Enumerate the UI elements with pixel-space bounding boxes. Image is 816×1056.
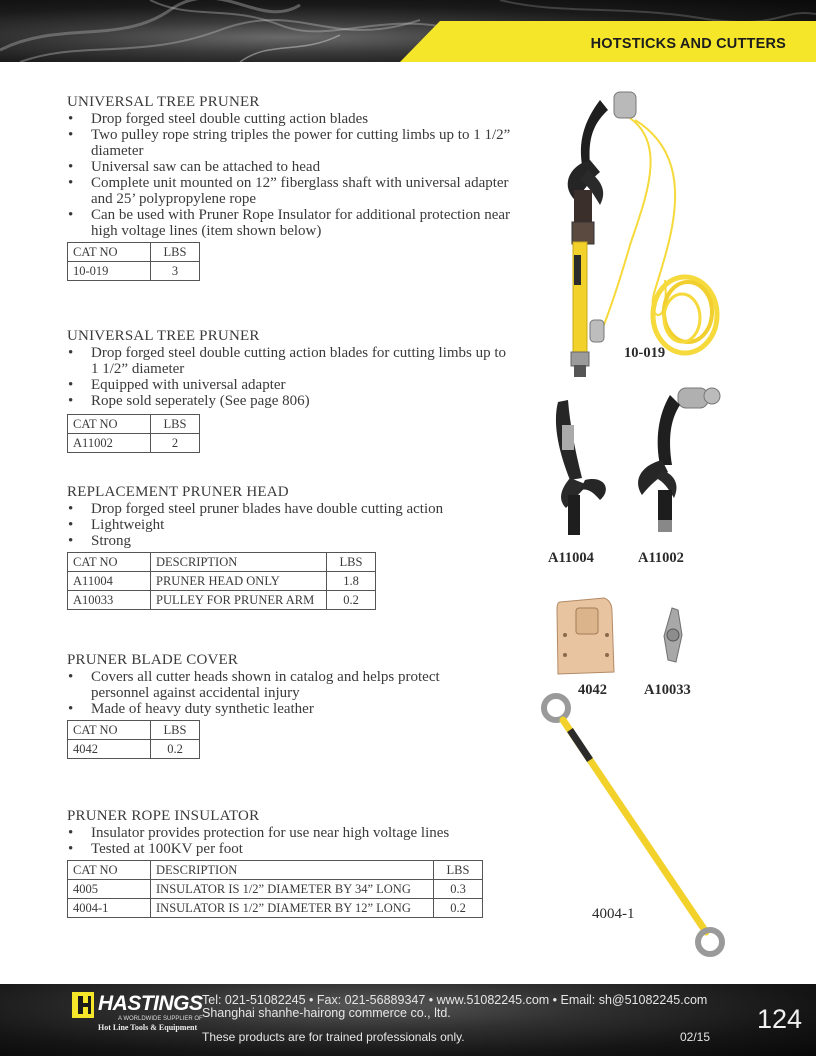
feature-item: • Drop forged steel double cutting action blades for cutting limbs up to 1 1/2” diameter <box>67 345 512 377</box>
hastings-logo <box>72 992 203 1041</box>
tree-pruner-10-019-image <box>568 92 717 377</box>
spec-table <box>67 414 200 453</box>
pruner-head-a11004-image <box>556 400 606 535</box>
product-illustrations <box>530 80 816 960</box>
table-header-row <box>68 721 200 740</box>
page-number: 124 <box>757 1004 803 1034</box>
pulley-a10033-image <box>664 608 682 662</box>
feature-item: • Strong <box>67 533 512 549</box>
footer-disclaimer: These products are for trained professionals only. <box>202 1030 465 1044</box>
table-cell: 10-019 <box>68 262 151 281</box>
table-cell: 3 <box>151 262 200 281</box>
footer-date-code: 02/15 <box>680 1030 711 1044</box>
table-cell: 0.2 <box>327 591 376 610</box>
table-cell: PRUNER HEAD ONLY <box>151 572 327 591</box>
product-block-pruner-head <box>67 484 512 610</box>
blade-cover-4042-image <box>557 598 614 674</box>
table-header-cell: CAT NO <box>68 553 151 572</box>
table-row <box>68 880 483 899</box>
table-cell: A11002 <box>68 434 151 453</box>
table-cell: A10033 <box>68 591 151 610</box>
table-row <box>68 434 200 453</box>
table-cell: 0.2 <box>151 740 200 759</box>
feature-item: • Lightweight <box>67 517 512 533</box>
feature-item: • Universal saw can be attached to head <box>67 159 512 175</box>
product-block-10-019 <box>67 94 512 281</box>
table-header-cell: LBS <box>434 861 483 880</box>
logo-tagline-2: Hot Line Tools & Equipment <box>98 1023 198 1032</box>
table-header-cell: DESCRIPTION <box>151 861 434 880</box>
footer-company: Shanghai shanhe-hairong commerce co., ltd. <box>202 1006 451 1020</box>
table-header-cell: CAT NO <box>68 415 151 434</box>
table-cell: A11004 <box>68 572 151 591</box>
product-block-blade-cover <box>67 652 487 759</box>
product-heading: PRUNER ROPE INSULATOR <box>67 808 260 824</box>
feature-list <box>67 825 512 857</box>
feature-item: • Drop forged steel double cutting action blades <box>67 111 512 127</box>
table-cell: 4004-1 <box>68 899 151 918</box>
section-title: HOTSTICKS AND CUTTERS <box>590 36 786 52</box>
spec-table <box>67 860 483 918</box>
feature-item: • Equipped with universal adapter <box>67 377 512 393</box>
product-block-a11002 <box>67 328 512 453</box>
table-row <box>68 740 200 759</box>
product-heading: UNIVERSAL TREE PRUNER <box>67 94 260 110</box>
table-header-row <box>68 415 200 434</box>
product-label-4004-1: 4004-1 <box>592 906 635 922</box>
feature-item: • Insulator provides protection for use near high voltage lines <box>67 825 512 841</box>
feature-item: • Rope sold seperately (See page 806) <box>67 393 512 409</box>
table-row <box>68 899 483 918</box>
table-cell: 2 <box>151 434 200 453</box>
feature-item: • Drop forged steel pruner blades have double cutting action <box>67 501 512 517</box>
product-label-a11002: A11002 <box>638 550 684 566</box>
table-cell: 4042 <box>68 740 151 759</box>
feature-item: • Two pulley rope string triples the power for cutting limbs up to 1 1/2” diameter <box>67 127 512 159</box>
feature-list <box>67 669 487 717</box>
product-heading: UNIVERSAL TREE PRUNER <box>67 328 260 344</box>
feature-list <box>67 501 512 549</box>
table-header-cell: CAT NO <box>68 861 151 880</box>
pruner-head-a11002-image <box>638 388 720 532</box>
table-row <box>68 572 376 591</box>
spec-table <box>67 552 376 610</box>
table-header-cell: LBS <box>151 415 200 434</box>
table-cell: PULLEY FOR PRUNER ARM <box>151 591 327 610</box>
product-label-4042: 4042 <box>578 682 607 698</box>
feature-list <box>67 111 512 239</box>
table-row <box>68 262 200 281</box>
product-label-a11004: A11004 <box>548 550 594 566</box>
footer-contact: Tel: 021-51082245 • Fax: 021-56889347 • www.51082245.com • Email: sh@51082245.com <box>202 993 708 1007</box>
table-row <box>68 591 376 610</box>
logo-wordmark: HASTINGS <box>98 992 203 1015</box>
table-cell: INSULATOR IS 1/2” DIAMETER BY 34” LONG <box>151 880 434 899</box>
table-header-row <box>68 243 200 262</box>
feature-item: • Can be used with Pruner Rope Insulator for additional protection near high voltage lines (item shown below) <box>67 207 512 239</box>
spec-table <box>67 720 200 759</box>
table-header-cell: LBS <box>151 721 200 740</box>
table-cell: 0.2 <box>434 899 483 918</box>
product-heading: PRUNER BLADE COVER <box>67 652 239 668</box>
table-header-cell: LBS <box>151 243 200 262</box>
feature-item: • Complete unit mounted on 12” fiberglass shaft with universal adapter and 25’ polypropylene rope <box>67 175 512 207</box>
product-label-a10033: A10033 <box>644 682 691 698</box>
table-header-cell: DESCRIPTION <box>151 553 327 572</box>
product-heading: REPLACEMENT PRUNER HEAD <box>67 484 289 500</box>
table-cell: 4005 <box>68 880 151 899</box>
table-header-cell: CAT NO <box>68 721 151 740</box>
feature-item: • Made of heavy duty synthetic leather <box>67 701 487 717</box>
feature-item: • Tested at 100KV per foot <box>67 841 512 857</box>
table-header-row <box>68 861 483 880</box>
feature-item: • Covers all cutter heads shown in catalog and helps protect personnel against accidental injury <box>67 669 487 701</box>
table-cell: INSULATOR IS 1/2” DIAMETER BY 12” LONG <box>151 899 434 918</box>
product-label-10-019: 10-019 <box>624 345 666 361</box>
logo-tagline-1: A WORLDWIDE SUPPLIER OF <box>118 1016 203 1022</box>
table-header-cell: CAT NO <box>68 243 151 262</box>
feature-list <box>67 345 512 409</box>
table-header-cell: LBS <box>327 553 376 572</box>
table-cell: 1.8 <box>327 572 376 591</box>
table-cell: 0.3 <box>434 880 483 899</box>
product-block-rope-insulator <box>67 808 512 918</box>
spec-table <box>67 242 200 281</box>
table-header-row <box>68 553 376 572</box>
